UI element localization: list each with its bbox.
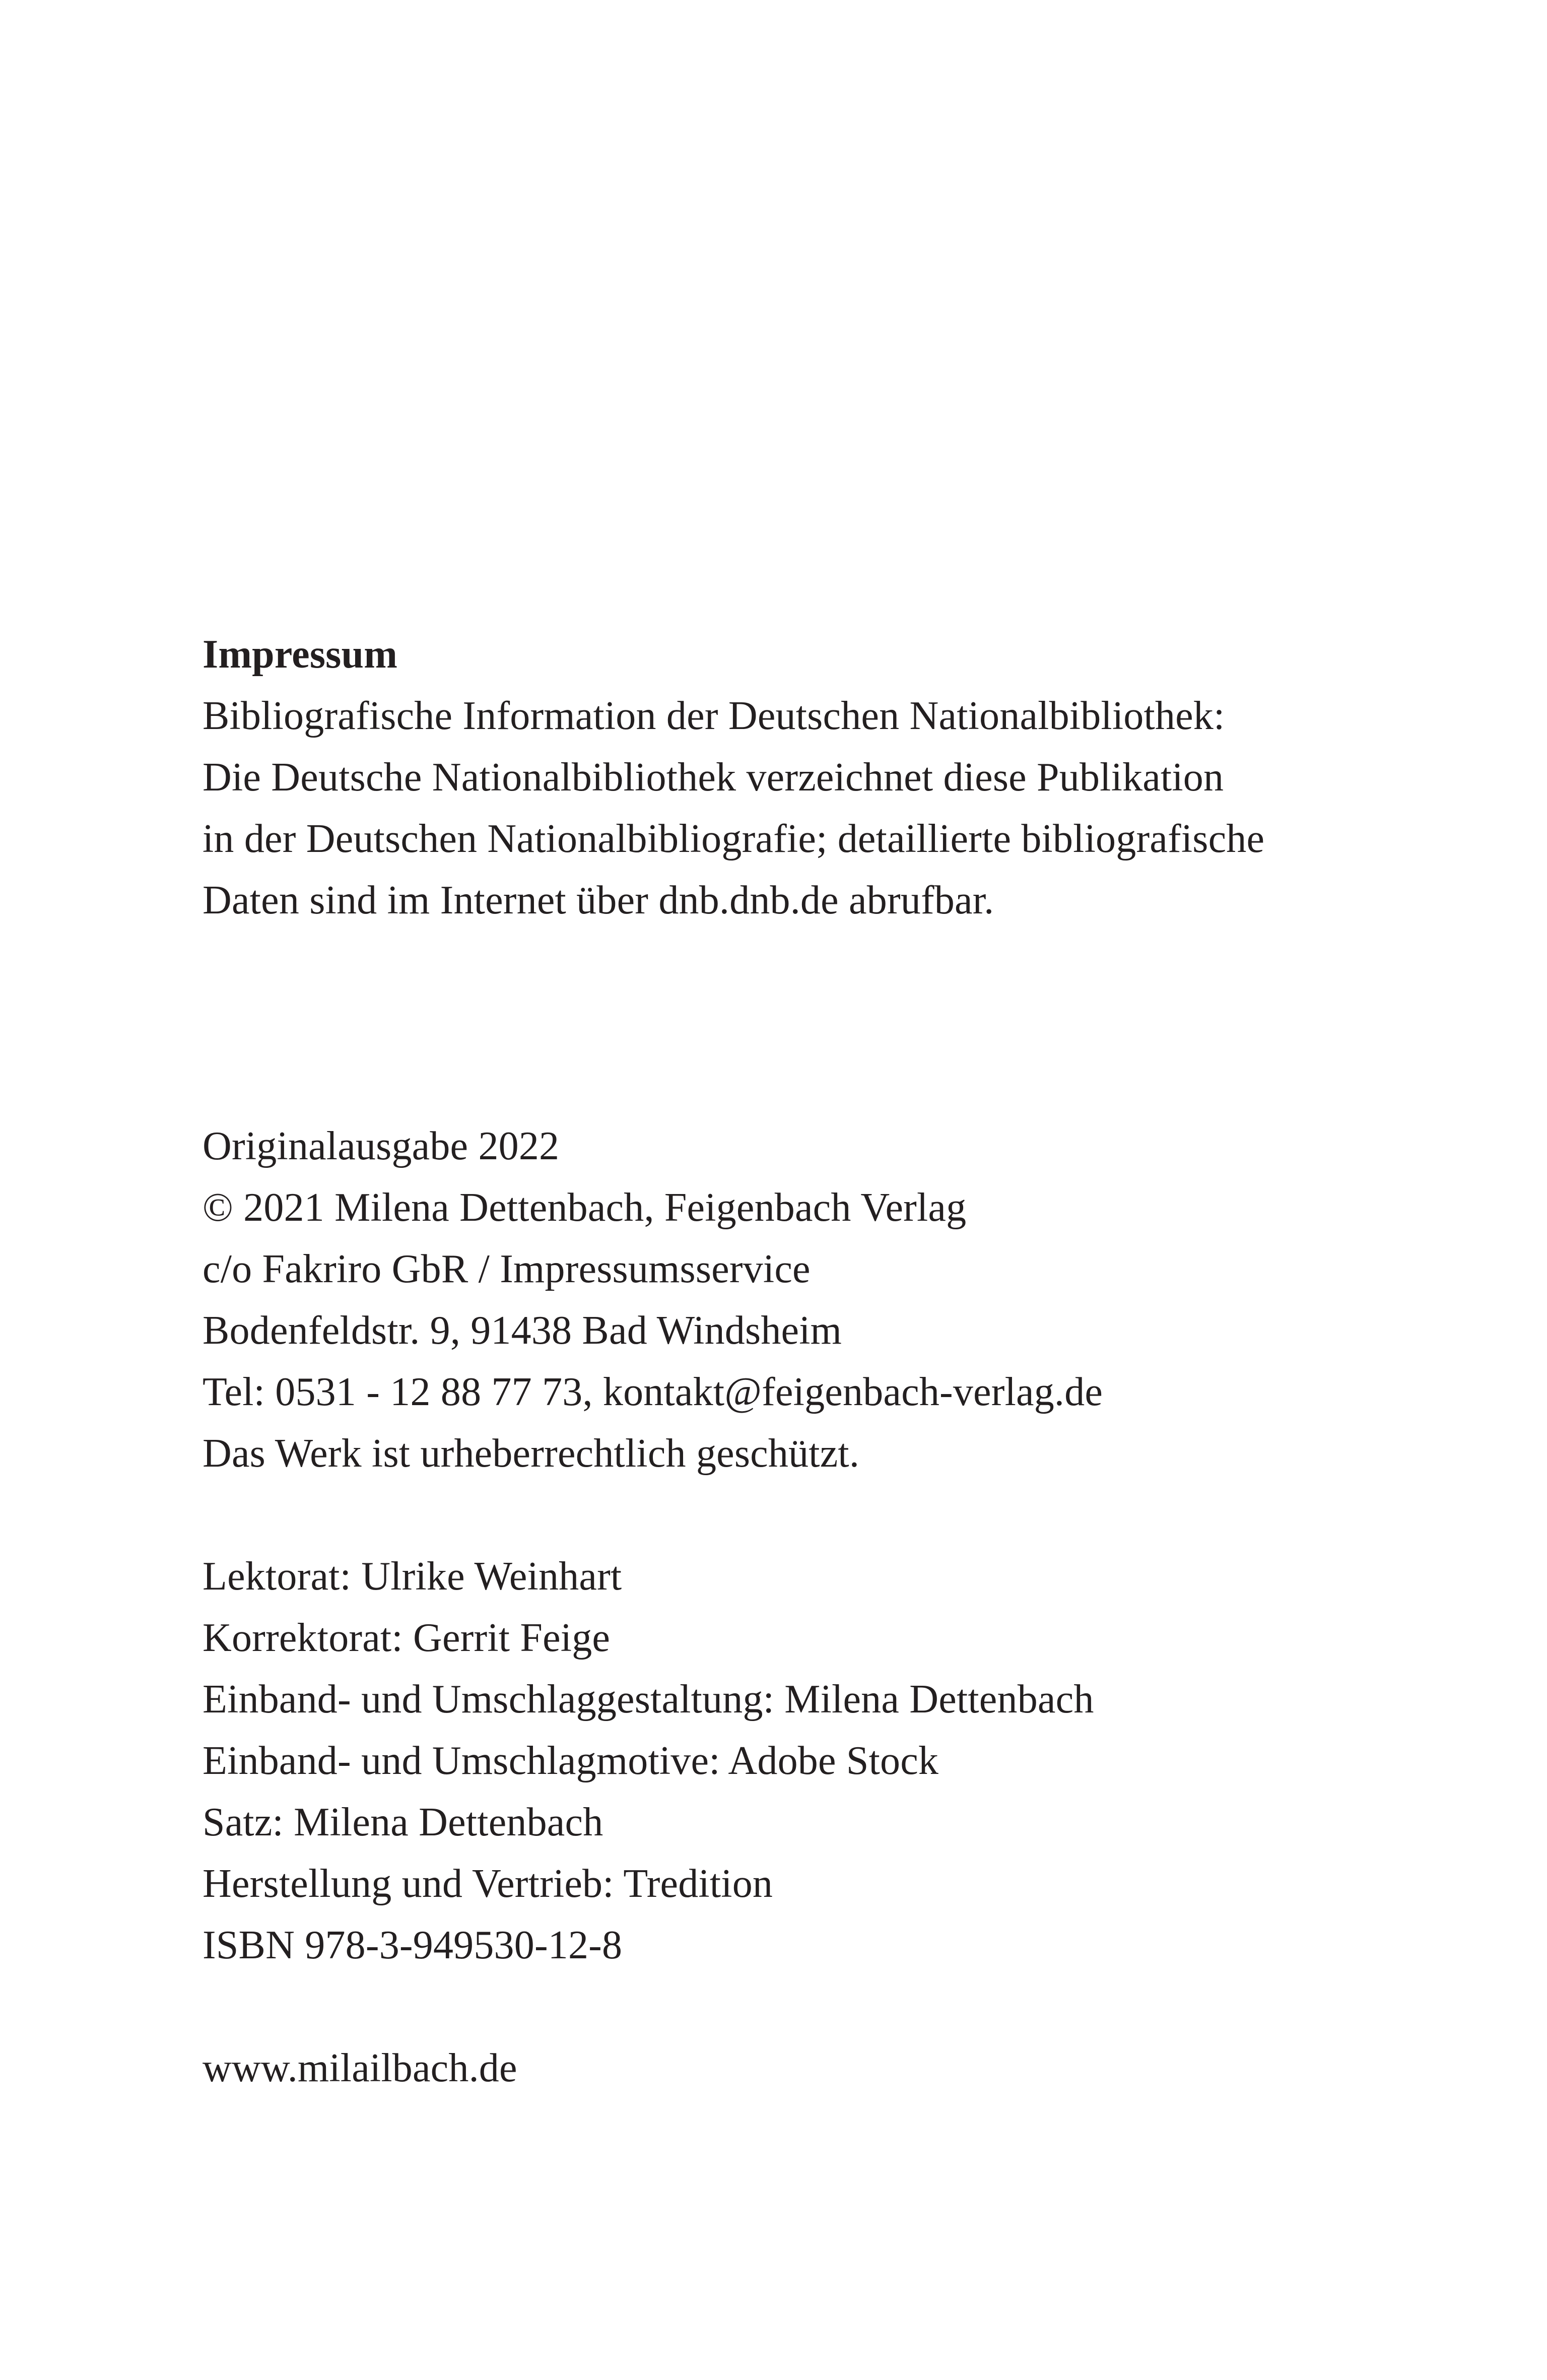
copyright-line: © 2021 Milena Dettenbach, Feigenbach Verlag <box>203 1185 967 1230</box>
bibliographic-line: Bibliografische Information der Deutschen Nationalbibliothek: <box>203 694 1225 738</box>
imprint-heading: Impressum <box>203 632 398 677</box>
isbn-line: ISBN 978-3-949530-12-8 <box>203 1923 623 1967</box>
credit-line: Korrektorat: Gerrit Feige <box>203 1616 611 1660</box>
address-line: c/o Fakriro GbR / Impressumsservice <box>203 1247 811 1291</box>
edition-line: Originalausgabe 2022 <box>203 1124 560 1168</box>
credits-block <box>203 1546 1361 1976</box>
rights-line: Das Werk ist urheberrechtlich geschützt. <box>203 1431 860 1476</box>
credit-line: Lektorat: Ulrike Weinhart <box>203 1554 622 1599</box>
credit-line: Herstellung und Vertrieb: Tredition <box>203 1862 773 1906</box>
contact-line: Tel: 0531 - 12 88 77 73, kontakt@feigenbach-verlag.de <box>203 1370 1103 1414</box>
credit-line: Einband- und Umschlagmotive: Adobe Stock <box>203 1739 939 1783</box>
bibliographic-line: Daten sind im Internet über dnb.dnb.de abrufbar. <box>203 878 994 922</box>
publisher-block <box>203 1115 1361 1484</box>
bibliographic-line: in der Deutschen Nationalbibliografie; detaillierte bibliografische <box>203 817 1265 861</box>
website-block <box>203 2037 1361 2099</box>
imprint-section <box>203 624 1361 2099</box>
website-url: www.milailbach.de <box>203 2046 517 2090</box>
address-line: Bodenfeldstr. 9, 91438 Bad Windsheim <box>203 1308 842 1353</box>
credit-line: Satz: Milena Dettenbach <box>203 1800 603 1844</box>
bibliographic-block <box>203 624 1361 931</box>
bibliographic-line: Die Deutsche Nationalbibliothek verzeichnet diese Publikation <box>203 755 1224 800</box>
credit-line: Einband- und Umschlaggestaltung: Milena Dettenbach <box>203 1677 1094 1722</box>
